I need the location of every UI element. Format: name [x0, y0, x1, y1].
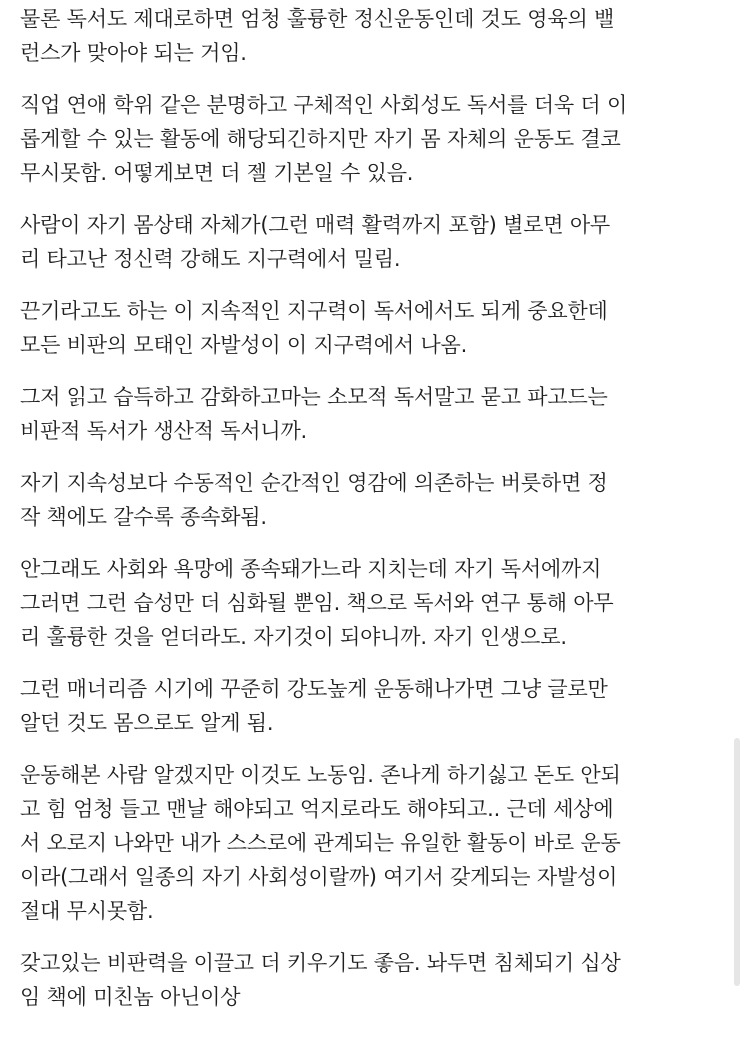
- paragraph: [20, 466, 728, 534]
- text-line: 직업 연애 학위 같은 분명하고 구체적인 사회성도 독서를 더욱 더 이: [20, 93, 628, 117]
- paragraph: [20, 208, 728, 276]
- paragraph: [20, 758, 728, 928]
- text-line: 알던 것도 몸으로도 알게 됨.: [20, 711, 274, 735]
- text-line: 사람이 자기 몸상태 자체가(그런 매력 활력까지 포함) 별로면 아무: [20, 213, 611, 237]
- text-line: 운동해본 사람 알겠지만 이것도 노동임. 존나게 하기싫고 돈도 안되: [20, 763, 621, 787]
- text-line: 자기 지속성보다 수동적인 순간적인 영감에 의존하는 버릇하면 정: [20, 471, 608, 495]
- paragraph: [20, 552, 728, 654]
- paragraph: [20, 672, 728, 740]
- paragraph: [20, 946, 728, 1014]
- text-line: 런스가 맞아야 되는 거임.: [20, 41, 247, 65]
- text-line: 모든 비판의 모태인 자발성이 이 지구력에서 나옴.: [20, 333, 468, 357]
- text-line: 리 훌륭한 것을 얻더라도. 자기것이 되야니까. 자기 인생으로.: [20, 625, 567, 649]
- paragraph: [20, 88, 728, 190]
- text-line: 절대 무시못함.: [20, 899, 154, 923]
- text-line: 그런 매너리즘 시기에 꾸준히 강도높게 운동해나가면 그냥 글로만: [20, 677, 608, 701]
- text-line: 임 책에 미친놈 아닌이상: [20, 985, 241, 1009]
- text-line: 안그래도 사회와 욕망에 종속돼가느라 지치는데 자기 독서에까지: [20, 557, 602, 581]
- paragraph: [20, 294, 728, 362]
- text-line: 끈기라고도 하는 이 지속적인 지구력이 독서에서도 되게 중요한데: [20, 299, 608, 323]
- paragraph: [20, 2, 728, 70]
- text-line: 이라(그래서 일종의 자기 사회성이랄까) 여기서 갖게되는 자발성이: [20, 865, 618, 889]
- text-line: 리 타고난 정신력 강해도 지구력에서 밀림.: [20, 247, 401, 271]
- text-line: 그러면 그런 습성만 더 심화될 뿐임. 책으로 독서와 연구 통해 아무: [20, 591, 614, 615]
- text-line: 갖고있는 비판력을 이끌고 더 키우기도 좋음. 놔두면 침체되기 십상: [20, 951, 621, 975]
- scrollbar[interactable]: [734, 738, 740, 986]
- text-line: 비판적 독서가 생산적 독서니까.: [20, 419, 308, 443]
- text-line: 고 힘 엄청 들고 맨날 해야되고 억지로라도 해야되고.. 근데 세상에: [20, 797, 614, 821]
- text-line: 작 책에도 갈수록 종속화됨.: [20, 505, 267, 529]
- text-line: 무시못함. 어떻게보면 더 젤 기본일 수 있음.: [20, 161, 414, 185]
- text-line: 그저 읽고 습득하고 감화하고마는 소모적 독서말고 묻고 파고드는: [20, 385, 608, 409]
- paragraph: [20, 380, 728, 448]
- post-body: [20, 2, 728, 1032]
- text-line: 롭게할 수 있는 활동에 해당되긴하지만 자기 몸 자체의 운동도 결코: [20, 127, 621, 151]
- text-line: 서 오로지 나와만 내가 스스로에 관계되는 유일한 활동이 바로 운동: [20, 831, 621, 855]
- text-line: 물론 독서도 제대로하면 엄청 훌륭한 정신운동인데 것도 영육의 밸: [20, 7, 615, 31]
